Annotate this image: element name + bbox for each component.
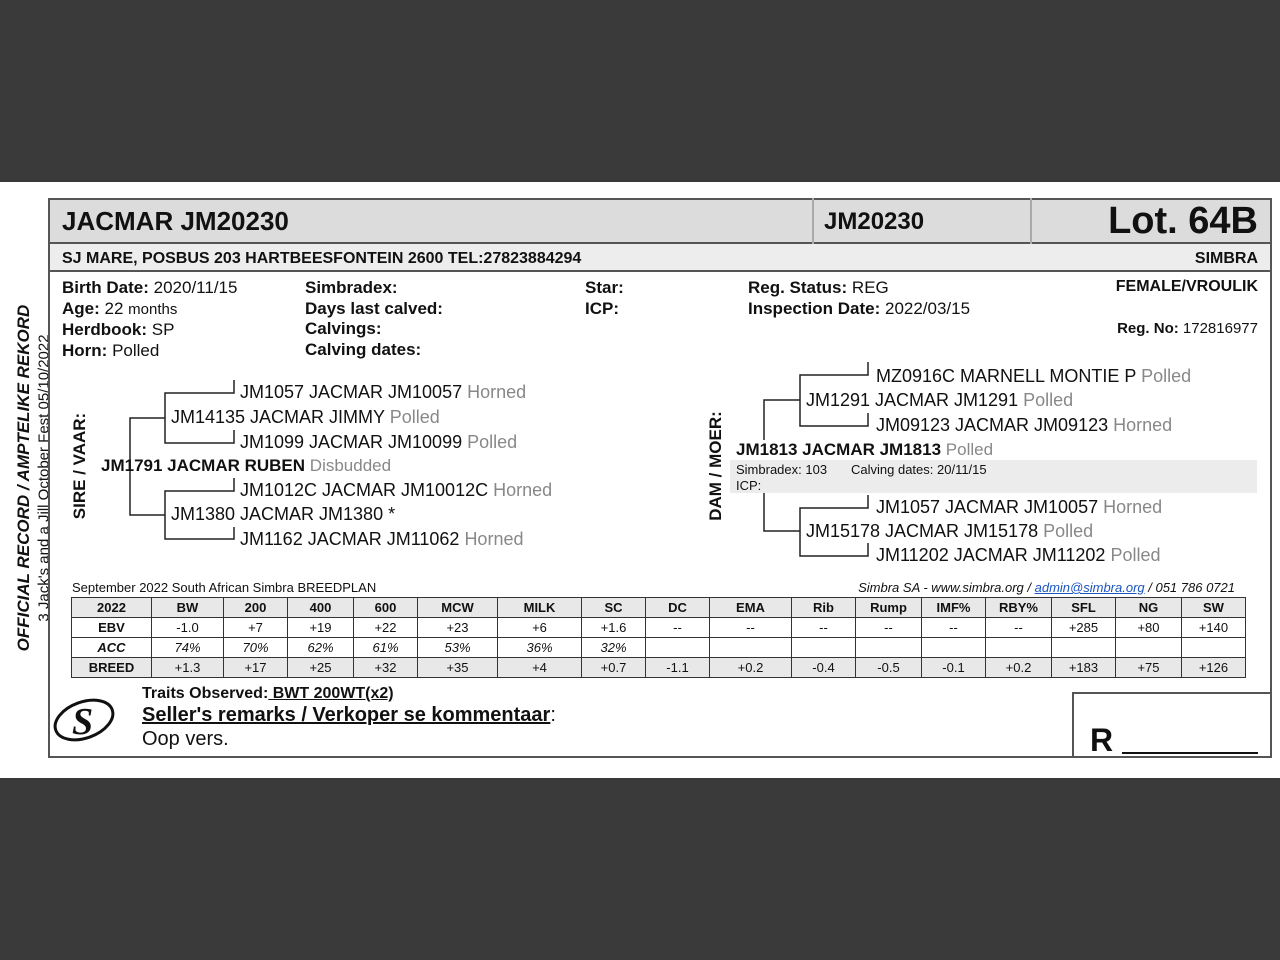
ebv-header-cell: MCW: [418, 598, 498, 618]
breed-average-cell: +25: [288, 658, 354, 678]
pedigree-dam: [736, 440, 993, 460]
remarks-label: Seller's remarks / Verkoper se kommentaar: [142, 704, 551, 726]
seller-remarks-text: Oop vers.: [142, 728, 229, 750]
age-unit: months: [128, 300, 178, 318]
ebv-accuracy-cell: 32%: [582, 638, 646, 658]
birth-date: 2020/11/15: [153, 278, 238, 297]
herdbook-label: Herdbook:: [62, 320, 147, 339]
traits-observed: [142, 685, 394, 703]
breed-average-cell: -1.1: [646, 658, 710, 678]
ebv-accuracy-cell: [986, 638, 1052, 658]
reg-no-label: Reg. No:: [1117, 320, 1179, 337]
animal-name: JM1057 JACMAR JM10057: [240, 382, 463, 402]
ebv-accuracy-cell: 53%: [418, 638, 498, 658]
horn: Polled: [112, 340, 160, 360]
horn-label: Horn:: [62, 340, 108, 360]
breed-average-cell: +1.3: [152, 658, 224, 678]
simbra-logo-icon: [50, 692, 118, 753]
ebv-header-cell: Rib: [792, 598, 856, 618]
ebv-header-cell: IMF%: [922, 598, 986, 618]
breed-average-cell: +32: [354, 658, 418, 678]
breed-average-cell: +0.2: [710, 658, 792, 678]
herdbook: SP: [151, 320, 175, 339]
pedigree-dam-sire: [806, 390, 1073, 411]
lot-number: Lot. 64B: [1108, 200, 1258, 242]
breed-average-cell: +35: [418, 658, 498, 678]
ebv-table: [71, 597, 1246, 678]
ebv-value-cell: +22: [354, 618, 418, 638]
breed-average-row: [72, 658, 1246, 678]
horn-status: Polled: [945, 440, 994, 459]
ebv-accuracy-cell: 70%: [224, 638, 288, 658]
animal-name: JM1791 JACMAR RUBEN: [101, 456, 306, 475]
breed-average-cell: +17: [224, 658, 288, 678]
horn-status: Polled: [1110, 545, 1161, 565]
ebv-value-cell: --: [922, 618, 986, 638]
ebv-header-cell: SW: [1182, 598, 1246, 618]
ebv-accuracy-cell: [1116, 638, 1182, 658]
breedplan-title: September 2022 South African Simbra BREEDPLAN: [72, 580, 377, 595]
ebv-value-cell: +285: [1052, 618, 1116, 638]
ebv-header-cell: SFL: [1052, 598, 1116, 618]
horn-status: Horned: [1113, 415, 1173, 435]
animal-name: JM09123 JACMAR JM09123: [876, 415, 1109, 435]
ebv-values-row: [72, 618, 1246, 638]
pedigree-dam-dam-sire: [876, 497, 1162, 518]
ebv-accuracy-cell: 36%: [498, 638, 582, 658]
breed-average-cell: +0.7: [582, 658, 646, 678]
sale-name-label: 3 Jack's and a Jill October Fest 05/10/2022: [35, 334, 53, 622]
ebv-header-cell: RBY%: [986, 598, 1052, 618]
ebv-value-cell: --: [856, 618, 922, 638]
ebv-accuracy-cell: ACC: [72, 638, 152, 658]
seller-remarks-heading: [142, 704, 556, 727]
animal-name: JM15178 JACMAR JM15178: [806, 521, 1039, 541]
ebv-header-row: [72, 598, 1246, 618]
breed-average-cell: -0.5: [856, 658, 922, 678]
horn-status: Polled: [1043, 521, 1094, 541]
ebv-value-cell: -1.0: [152, 618, 224, 638]
animal-name: JM1380 JACMAR JM1380 *: [171, 504, 396, 524]
ebv-accuracy-cell: [1052, 638, 1116, 658]
traits-label: Traits Observed:: [142, 685, 269, 702]
ebv-value-cell: +7: [224, 618, 288, 638]
animal-name: JM11202 JACMAR JM11202: [876, 545, 1106, 565]
simbradex-label: Simbradex:: [305, 278, 398, 297]
ebv-header-cell: 2022: [72, 598, 152, 618]
contact-email-link[interactable]: admin@simbra.org: [1034, 580, 1145, 595]
contact-prefix: Simbra SA - www.simbra.org /: [858, 580, 1035, 595]
pedigree-dam-sire-sire: [876, 366, 1191, 387]
animal-name: MZ0916C MARNELL MONTIE P: [876, 366, 1137, 386]
calving-dates-label: Calving dates:: [305, 339, 422, 359]
ebv-value-cell: --: [646, 618, 710, 638]
ebv-accuracy-cell: [922, 638, 986, 658]
ebv-header-cell: NG: [1116, 598, 1182, 618]
icp-label: ICP:: [585, 298, 619, 318]
animal-name: JM1813 JACMAR JM1813: [736, 440, 942, 459]
inspection-date-label: Inspection Date:: [748, 298, 881, 318]
ebv-value-cell: --: [792, 618, 856, 638]
result-line[interactable]: [1122, 752, 1258, 754]
ebv-header-cell: 200: [224, 598, 288, 618]
pedigree-sire-sire-dam: [240, 432, 517, 453]
pedigree-sire: [101, 456, 391, 476]
star-label: Star:: [585, 278, 624, 297]
horn-status: Polled: [389, 407, 440, 427]
pedigree-dam-sire-dam: [876, 415, 1172, 436]
svg-text:S: S: [72, 701, 94, 743]
ebv-header-cell: SC: [582, 598, 646, 618]
days-last-calved-label: Days last calved:: [305, 298, 443, 318]
pedigree-sire-sire-sire: [240, 382, 526, 403]
animal-id: JM20230: [824, 208, 925, 235]
ebv-value-cell: +1.6: [582, 618, 646, 638]
ebv-accuracy-cell: 74%: [152, 638, 224, 658]
breed-average-cell: +183: [1052, 658, 1116, 678]
pedigree-sire-sire: [171, 407, 440, 428]
reg-status: REG: [851, 278, 889, 297]
ebv-value-cell: --: [710, 618, 792, 638]
calvings-label: Calvings:: [305, 319, 382, 338]
sire-label: SIRE / VAAR:: [70, 412, 89, 520]
ebv-value-cell: +140: [1182, 618, 1246, 638]
contact-suffix: / 051 786 0721: [1144, 580, 1235, 595]
pedigree-sire-dam-dam: [240, 529, 523, 550]
ebv-accuracy-cell: 61%: [354, 638, 418, 658]
ebv-value-cell: +23: [418, 618, 498, 638]
horn-status: Horned: [1103, 497, 1163, 517]
breed-name: SIMBRA: [1194, 250, 1258, 267]
horn-status: Polled: [467, 432, 518, 452]
horn-status: Polled: [1023, 390, 1074, 410]
reg-no-value: 172816977: [1182, 320, 1258, 337]
breed-average-cell: +0.2: [986, 658, 1052, 678]
ebv-header-cell: Rump: [856, 598, 922, 618]
ebv-header-cell: DC: [646, 598, 710, 618]
remarks-colon: :: [550, 704, 556, 726]
animal-name: JM1291 JACMAR JM1291: [806, 390, 1019, 410]
ebv-header-cell: BW: [152, 598, 224, 618]
dam-label: DAM / MOER:: [706, 411, 725, 521]
traits-value: BWT 200WT(x2): [268, 685, 394, 702]
age-value: 22: [104, 298, 124, 318]
ebv-accuracy-cell: [710, 638, 792, 658]
reg-status-label: Reg. Status:: [748, 278, 848, 297]
dam-simbradex: Simbradex: 103: [736, 462, 828, 477]
breeder-info: SJ MARE, POSBUS 203 HARTBEESFONTEIN 2600 TEL:27823884294: [62, 250, 582, 267]
ebv-header-cell: 600: [354, 598, 418, 618]
ebv-header-cell: EMA: [710, 598, 792, 618]
ebv-header-cell: 400: [288, 598, 354, 618]
dam-calving-dates: Calving dates: 20/11/15: [851, 462, 987, 477]
ebv-accuracy-cell: [792, 638, 856, 658]
animal-name: JM1012C JACMAR JM10012C: [240, 480, 489, 500]
animal-name: JM1099 JACMAR JM10099: [240, 432, 463, 452]
animal-name: JM1162 JACMAR JM11062: [240, 529, 460, 549]
animal-name: JM1057 JACMAR JM10057: [876, 497, 1099, 517]
breed-average-cell: +126: [1182, 658, 1246, 678]
animal-name: JM14135 JACMAR JIMMY: [171, 407, 385, 427]
horn-status: Horned: [464, 529, 524, 549]
ebv-value-cell: +6: [498, 618, 582, 638]
ebv-value-cell: EBV: [72, 618, 152, 638]
official-record-label: OFFICIAL RECORD / AMPTELIKE REKORD: [14, 304, 33, 652]
ebv-value-cell: +80: [1116, 618, 1182, 638]
ebv-accuracy-cell: [856, 638, 922, 658]
horn-status: Disbudded: [309, 456, 392, 475]
ebv-accuracy-cell: 62%: [288, 638, 354, 658]
inspection-date: 2022/03/15: [884, 298, 971, 318]
breedplan-contact: [858, 580, 1235, 595]
sex-label: FEMALE/VROULIK: [1115, 278, 1258, 295]
ebv-accuracy-cell: [1182, 638, 1246, 658]
ebv-header-cell: MILK: [498, 598, 582, 618]
result-label: R: [1090, 722, 1114, 758]
ebv-accuracy-cell: [646, 638, 710, 658]
ebv-value-cell: --: [986, 618, 1052, 638]
pedigree-dam-dam: [806, 521, 1093, 542]
breed-average-cell: +75: [1116, 658, 1182, 678]
dam-icp: ICP:: [736, 478, 762, 493]
breed-average-cell: -0.4: [792, 658, 856, 678]
horn-status: Horned: [467, 382, 527, 402]
breed-average-cell: BREED: [72, 658, 152, 678]
birth-date-label: Birth Date:: [62, 278, 149, 297]
animal-name: JACMAR JM20230: [62, 206, 289, 236]
horn-status: Horned: [493, 480, 553, 500]
age-label: Age:: [62, 298, 100, 318]
ebv-value-cell: +19: [288, 618, 354, 638]
ebv-accuracy-row: [72, 638, 1246, 658]
breed-average-cell: -0.1: [922, 658, 986, 678]
pedigree-sire-dam: [171, 504, 395, 525]
breed-average-cell: +4: [498, 658, 582, 678]
horn-status: Polled: [1141, 366, 1192, 386]
pedigree-sire-dam-sire: [240, 480, 552, 501]
pedigree-dam-dam-dam: [876, 545, 1161, 566]
